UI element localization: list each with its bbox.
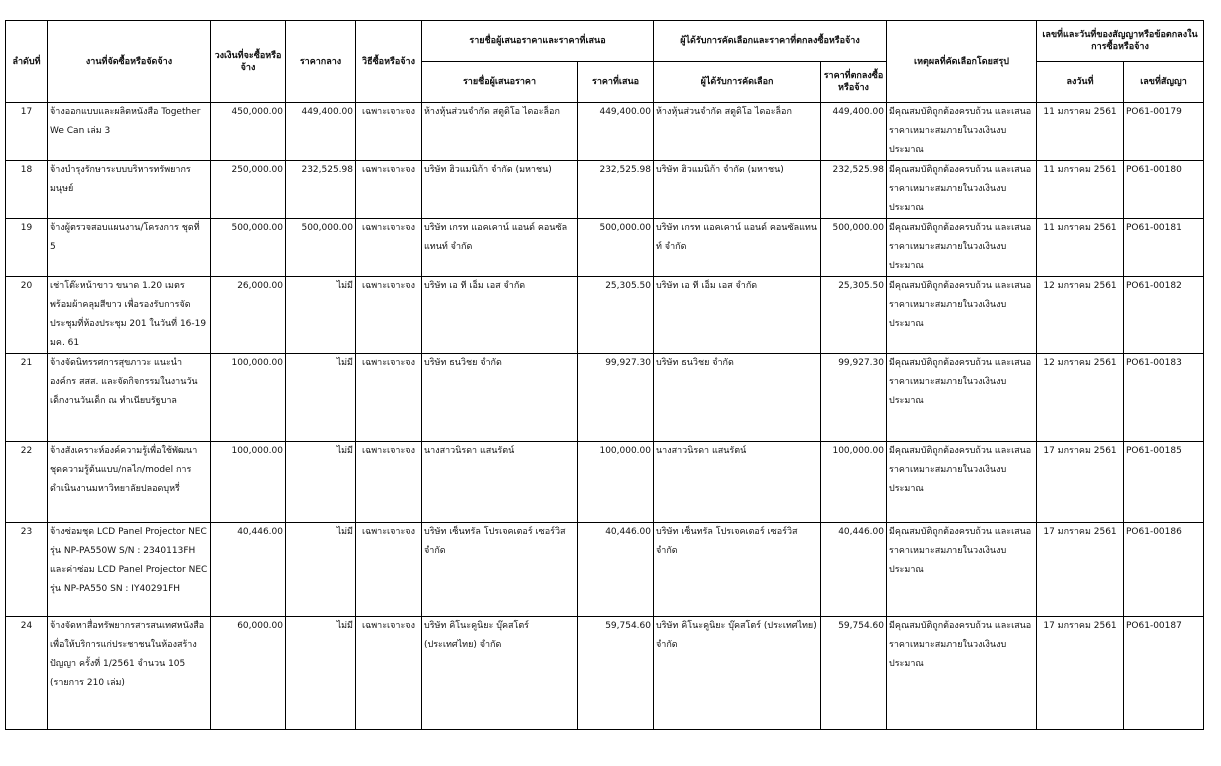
cell-selected: บริษัท เกรท แอคเคาน์ แอนด์ คอนซัลแทนท์ จำกัด [654, 219, 821, 277]
cell-reason: มีคุณสมบัติถูกต้องครบถ้วน และเสนอราคาเหมาะสมภายในวงเงินงบประมาณ [887, 442, 1037, 523]
header-date: ลงวันที่ [1037, 62, 1124, 103]
cell-date: 11 มกราคม 2561 [1037, 161, 1124, 219]
cell-no: 20 [6, 277, 48, 354]
cell-bidder: บริษัท ฮิวแมนิก้า จำกัด (มหาชน) [422, 161, 578, 219]
header-contract-no: เลขที่สัญญา [1124, 62, 1204, 103]
cell-date: 11 มกราคม 2561 [1037, 219, 1124, 277]
cell-no: 18 [6, 161, 48, 219]
cell-contract-no: PO61-00183 [1124, 354, 1204, 442]
cell-bid-price: 500,000.00 [578, 219, 654, 277]
table-row [6, 277, 1204, 354]
cell-selected: นางสาวนิรดา แสนรัตน์ [654, 442, 821, 523]
header-bidder-name: รายชื่อผู้เสนอราคา [422, 62, 578, 103]
cell-method: เฉพาะเจาะจง [356, 219, 422, 277]
cell-reason: มีคุณสมบัติถูกต้องครบถ้วน และเสนอราคาเหมาะสมภายในวงเงินงบประมาณ [887, 277, 1037, 354]
cell-date: 17 มกราคม 2561 [1037, 617, 1124, 730]
cell-method: เฉพาะเจาะจง [356, 354, 422, 442]
cell-contract-no: PO61-00185 [1124, 442, 1204, 523]
cell-median-price: 500,000.00 [286, 219, 356, 277]
cell-date: 17 มกราคม 2561 [1037, 523, 1124, 617]
header-group-contract: เลขที่และวันที่ของสัญญาหรือข้อตกลงในการซื้อหรือจ้าง [1037, 21, 1204, 62]
table-header [6, 21, 1204, 103]
cell-date: 12 มกราคม 2561 [1037, 354, 1124, 442]
table-body [6, 103, 1204, 730]
cell-method: เฉพาะเจาะจง [356, 161, 422, 219]
cell-reason: มีคุณสมบัติถูกต้องครบถ้วน และเสนอราคาเหมาะสมภายในวงเงินงบประมาณ [887, 354, 1037, 442]
cell-bidder: บริษัท ธนวิชย จำกัด [422, 354, 578, 442]
cell-selected: บริษัท เซ็นทรัล โปรเจคเตอร์ เซอร์วิส จำกัด [654, 523, 821, 617]
cell-no: 23 [6, 523, 48, 617]
cell-method: เฉพาะเจาะจง [356, 277, 422, 354]
cell-bid-price: 25,305.50 [578, 277, 654, 354]
cell-bid-price: 40,446.00 [578, 523, 654, 617]
cell-contract-no: PO61-00179 [1124, 103, 1204, 161]
table-row [6, 161, 1204, 219]
cell-bidder: ห้างหุ้นส่วนจำกัด สตูดิโอ ไดอะล็อก [422, 103, 578, 161]
cell-budget: 500,000.00 [211, 219, 286, 277]
cell-date: 11 มกราคม 2561 [1037, 103, 1124, 161]
cell-reason: มีคุณสมบัติถูกต้องครบถ้วน และเสนอราคาเหมาะสมภายในวงเงินงบประมาณ [887, 161, 1037, 219]
header-agreed-price: ราคาที่ตกลงซื้อหรือจ้าง [821, 62, 887, 103]
cell-bidder: บริษัท เอ ที เอ็ม เอส จำกัด [422, 277, 578, 354]
cell-bidder: บริษัท เซ็นทรัล โปรเจคเตอร์ เซอร์วิส จำกัด [422, 523, 578, 617]
cell-work: เช่าโต๊ะหน้าขาว ขนาด 1.20 เมตร พร้อมผ้าคลุมสีขาว เพื่อรองรับการจัดประชุมที่ห้องประชุม 201 ในวันที่ 16-19 มค. 61 [48, 277, 211, 354]
cell-median-price: ไม่มี [286, 277, 356, 354]
cell-bid-price: 100,000.00 [578, 442, 654, 523]
cell-bid-price: 449,400.00 [578, 103, 654, 161]
cell-method: เฉพาะเจาะจง [356, 523, 422, 617]
cell-contract-no: PO61-00181 [1124, 219, 1204, 277]
cell-reason: มีคุณสมบัติถูกต้องครบถ้วน และเสนอราคาเหมาะสมภายในวงเงินงบประมาณ [887, 103, 1037, 161]
cell-selected: ห้างหุ้นส่วนจำกัด สตูดิโอ ไดอะล็อก [654, 103, 821, 161]
header-median-price: ราคากลาง [286, 21, 356, 103]
header-no: ลำดับที่ [6, 21, 48, 103]
table-row [6, 617, 1204, 730]
cell-selected: บริษัท เอ ที เอ็ม เอส จำกัด [654, 277, 821, 354]
cell-no: 22 [6, 442, 48, 523]
cell-budget: 100,000.00 [211, 442, 286, 523]
cell-median-price: ไม่มี [286, 354, 356, 442]
cell-work: จ้างออกแบบและผลิตหนังสือ Together We Can เล่ม 3 [48, 103, 211, 161]
cell-reason: มีคุณสมบัติถูกต้องครบถ้วน และเสนอราคาเหมาะสมภายในวงเงินงบประมาณ [887, 523, 1037, 617]
cell-bidder: นางสาวนิรดา แสนรัตน์ [422, 442, 578, 523]
header-reason: เหตุผลที่คัดเลือกโดยสรุป [887, 21, 1037, 103]
header-group-bidders: รายชื่อผู้เสนอราคาและราคาที่เสนอ [422, 21, 654, 62]
cell-reason: มีคุณสมบัติถูกต้องครบถ้วน และเสนอราคาเหมาะสมภายในวงเงินงบประมาณ [887, 617, 1037, 730]
cell-agreed-price: 25,305.50 [821, 277, 887, 354]
cell-budget: 40,446.00 [211, 523, 286, 617]
cell-method: เฉพาะเจาะจง [356, 617, 422, 730]
cell-no: 17 [6, 103, 48, 161]
header-bid-price: ราคาที่เสนอ [578, 62, 654, 103]
cell-agreed-price: 232,525.98 [821, 161, 887, 219]
cell-budget: 26,000.00 [211, 277, 286, 354]
cell-work: จ้างจัดนิทรรศการสุขภาวะ แนะนำองค์กร สสส. และจัดกิจกรรมในงานวันเด็กงานวันเด็ก ณ ทำเนียบรัฐบาล [48, 354, 211, 442]
header-work: งานที่จัดซื้อหรือจัดจ้าง [48, 21, 211, 103]
cell-reason: มีคุณสมบัติถูกต้องครบถ้วน และเสนอราคาเหมาะสมภายในวงเงินงบประมาณ [887, 219, 1037, 277]
cell-no: 24 [6, 617, 48, 730]
cell-no: 19 [6, 219, 48, 277]
cell-work: จ้างบำรุงรักษาระบบบริหารทรัพยากรมนุษย์ [48, 161, 211, 219]
cell-bidder: บริษัท คิโนะคูนิยะ บุ๊คสโตร์ (ประเทศไทย) จำกัด [422, 617, 578, 730]
cell-agreed-price: 59,754.60 [821, 617, 887, 730]
header-selected: ผู้ได้รับการคัดเลือก [654, 62, 821, 103]
cell-budget: 450,000.00 [211, 103, 286, 161]
table-row [6, 354, 1204, 442]
cell-budget: 250,000.00 [211, 161, 286, 219]
cell-work: จ้างจัดหาสื่อทรัพยากรสารสนเทศหนังสือ เพื่อให้บริการแก่ประชาชนในห้องสร้างปัญญา ครั้งที่ 1/2561 จำนวน 105 (รายการ 210 เล่ม) [48, 617, 211, 730]
procurement-table [5, 20, 1204, 730]
header-budget: วงเงินที่จะซื้อหรือจ้าง [211, 21, 286, 103]
cell-selected: บริษัท ฮิวแมนิก้า จำกัด (มหาชน) [654, 161, 821, 219]
cell-agreed-price: 100,000.00 [821, 442, 887, 523]
cell-agreed-price: 99,927.30 [821, 354, 887, 442]
cell-bidder: บริษัท เกรท แอคเคาน์ แอนด์ คอนซัลแทนท์ จำกัด [422, 219, 578, 277]
cell-date: 12 มกราคม 2561 [1037, 277, 1124, 354]
cell-agreed-price: 500,000.00 [821, 219, 887, 277]
cell-date: 17 มกราคม 2561 [1037, 442, 1124, 523]
procurement-document [5, 20, 1203, 730]
header-method: วิธีซื้อหรือจ้าง [356, 21, 422, 103]
cell-agreed-price: 449,400.00 [821, 103, 887, 161]
cell-bid-price: 99,927.30 [578, 354, 654, 442]
cell-selected: บริษัท คิโนะคูนิยะ บุ๊คสโตร์ (ประเทศไทย) จำกัด [654, 617, 821, 730]
cell-median-price: ไม่มี [286, 442, 356, 523]
table-row [6, 442, 1204, 523]
cell-median-price: ไม่มี [286, 617, 356, 730]
table-row [6, 219, 1204, 277]
header-group-selected: ผู้ได้รับการคัดเลือกและราคาที่ตกลงซื้อหรือจ้าง [654, 21, 887, 62]
cell-median-price: ไม่มี [286, 523, 356, 617]
cell-budget: 100,000.00 [211, 354, 286, 442]
cell-bid-price: 59,754.60 [578, 617, 654, 730]
cell-no: 21 [6, 354, 48, 442]
cell-median-price: 232,525.98 [286, 161, 356, 219]
cell-method: เฉพาะเจาะจง [356, 103, 422, 161]
cell-work: จ้างสังเคราะห์องค์ความรู้เพื่อใช้พัฒนาชุดความรู้ต้นแบบ/กลไก/model การดำเนินงานมหาวิทยาลัยปลอดบุหรี่ [48, 442, 211, 523]
table-row [6, 523, 1204, 617]
cell-contract-no: PO61-00187 [1124, 617, 1204, 730]
cell-agreed-price: 40,446.00 [821, 523, 887, 617]
cell-work: จ้างซ่อมชุด LCD Panel Projector NEC รุ่น NP-PA550W S/N : 2340113FH และค่าซ่อม LCD Panel Projector NEC รุ่น NP-PA550 SN : IY40291FH [48, 523, 211, 617]
cell-median-price: 449,400.00 [286, 103, 356, 161]
cell-contract-no: PO61-00182 [1124, 277, 1204, 354]
cell-contract-no: PO61-00180 [1124, 161, 1204, 219]
cell-work: จ้างผู้ตรวจสอบแผนงาน/โครงการ ชุดที่ 5 [48, 219, 211, 277]
cell-bid-price: 232,525.98 [578, 161, 654, 219]
table-row [6, 103, 1204, 161]
cell-method: เฉพาะเจาะจง [356, 442, 422, 523]
cell-selected: บริษัท ธนวิชย จำกัด [654, 354, 821, 442]
cell-contract-no: PO61-00186 [1124, 523, 1204, 617]
cell-budget: 60,000.00 [211, 617, 286, 730]
